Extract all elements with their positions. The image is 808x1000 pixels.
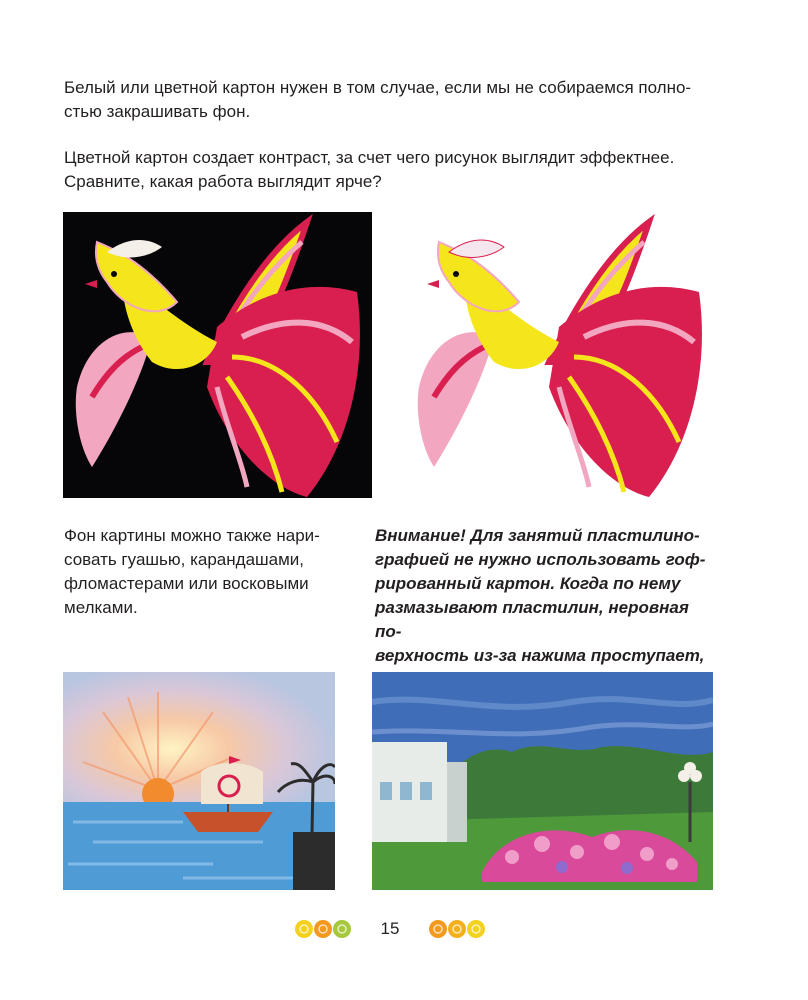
text-line: Белый или цветной картон нужен в том случае, если мы не собираемся полно-: [64, 78, 692, 97]
text-line: стью закрашивать фон.: [64, 102, 251, 121]
background-tips-paragraph: [64, 524, 354, 620]
park-landscape-illustration: [372, 672, 713, 890]
text-line: фломастерами или восковыми: [64, 574, 309, 593]
text-line: мелками.: [64, 598, 138, 617]
sunset-ship-illustration: [63, 672, 335, 890]
footer-ornament-right: [428, 918, 488, 940]
footer-ornament-left: [294, 918, 354, 940]
warning-paragraph: [375, 524, 715, 692]
page-number: 15: [380, 919, 400, 938]
park-landscape-image: [372, 672, 713, 890]
text-line: Цветной картон создает контраст, за счет чего рисунок выглядит эффектнее.: [64, 148, 675, 167]
text-line: Сравните, какая работа выглядит ярче?: [64, 172, 382, 191]
firebird-on-black-image: [63, 212, 372, 498]
text-line: Фон картины можно также нари-: [64, 526, 320, 545]
firebird-light-illustration: [403, 212, 713, 498]
firebird-on-white-image: [403, 212, 713, 498]
text-line: совать гуашью, карандашами,: [64, 550, 305, 569]
plasticine-spirals-icon: [294, 918, 354, 940]
text-line: размазывают пластилин, неровная по-: [375, 598, 689, 641]
text-line: Внимание! Для занятий пластилино-: [375, 526, 700, 545]
text-line: верхность из-за нажима проступает,: [375, 646, 705, 665]
firebird-dark-illustration: [63, 212, 372, 498]
intro-paragraph: [64, 76, 714, 124]
contrast-paragraph: [64, 146, 714, 194]
sunset-ship-image: [63, 672, 335, 890]
text-line: рированный картон. Когда по нему: [375, 574, 681, 593]
plasticine-spirals-icon: [428, 918, 488, 940]
text-line: графией не нужно использовать гоф-: [375, 550, 706, 569]
